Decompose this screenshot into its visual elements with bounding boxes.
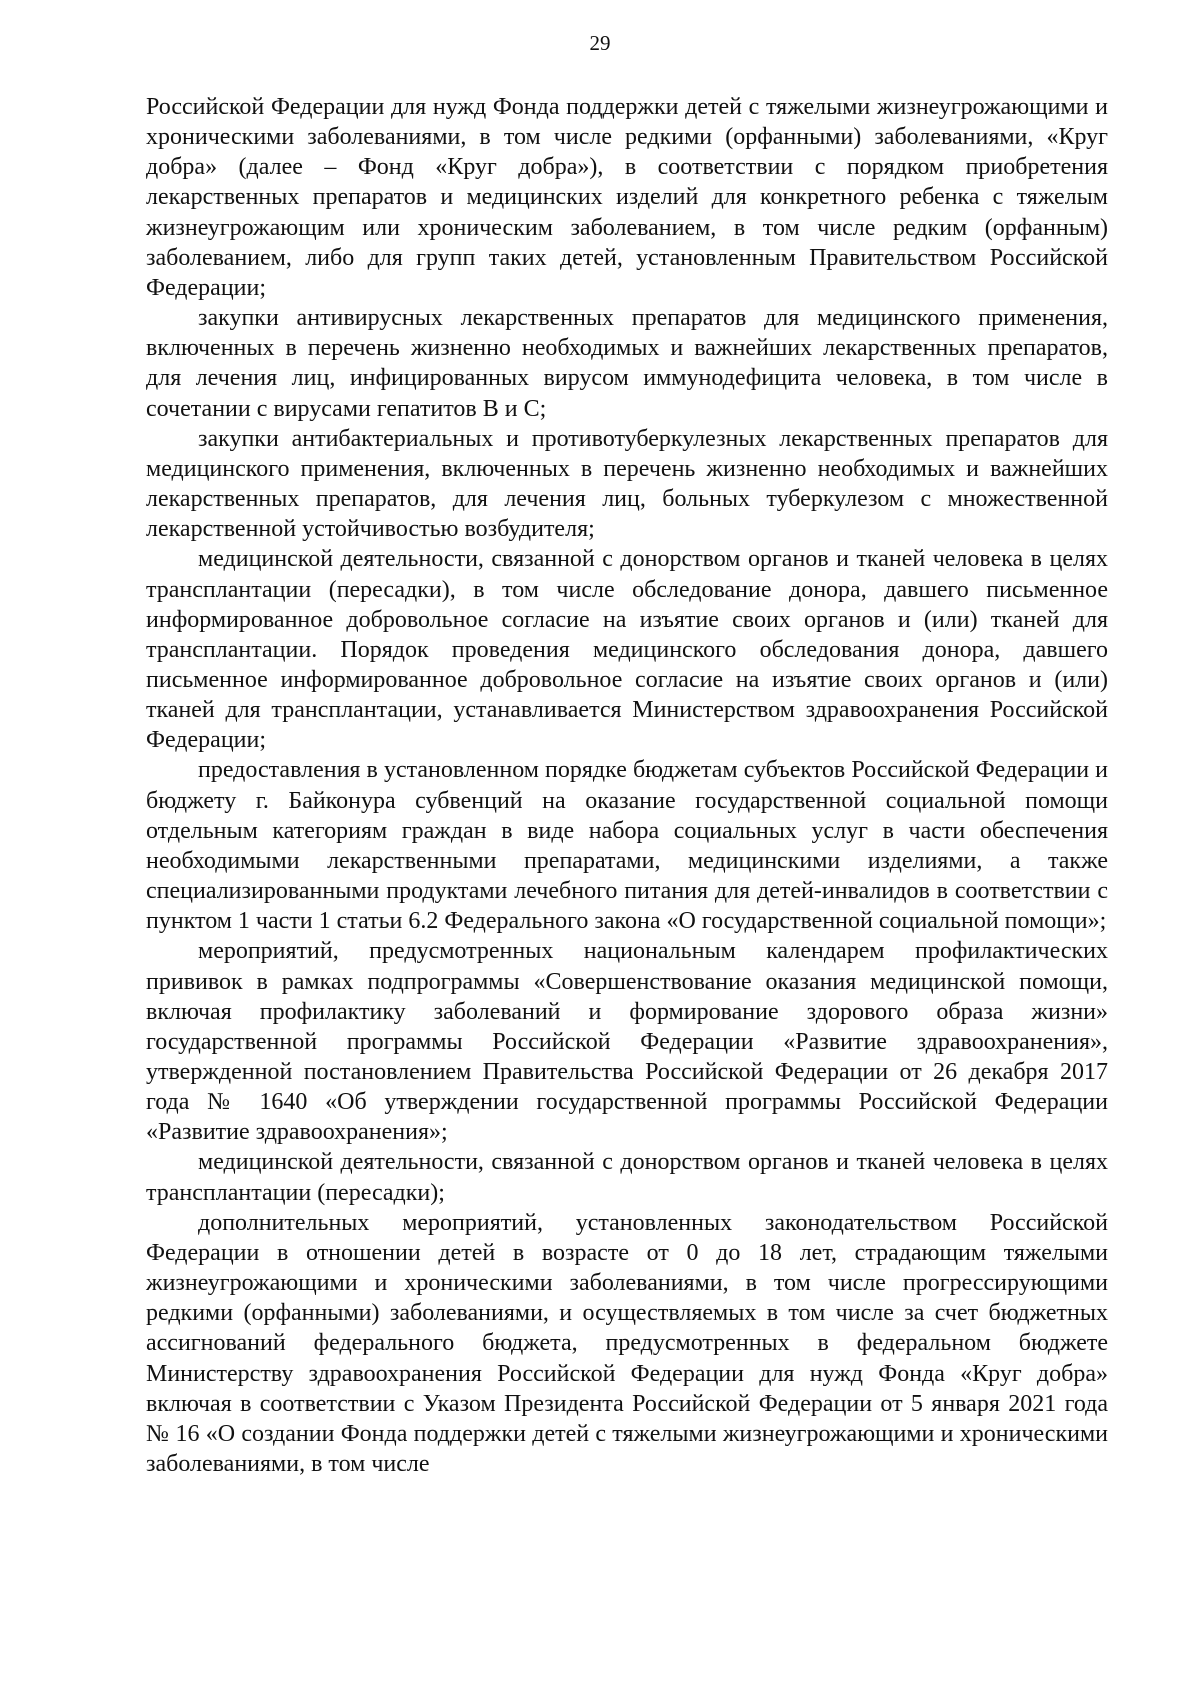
page-number: 29 <box>589 31 611 55</box>
paragraph-continuation: Российской Федерации для нужд Фонда поддержки детей с тяжелыми жизнеугрожающими и хроническими заболеваниями, в том числе редкими (орфанными) заболеваниями, «Круг добра» (далее – Фонд «Круг добра»), в соответствии с порядком приобретения лекарственных препаратов и медицинских изделий для конкретного ребенка с тяжелым жизнеугрожающим или хроническим заболеванием, в том числе редким (орфанным) заболеванием, либо для групп таких детей, установленным Правительством Российской Федерации; <box>146 94 1108 301</box>
paragraph-antiviral-purchases: закупки антивирусных лекарственных препаратов для медицинского применения, включенных в перечень жизненно необходимых и важнейших лекарственных препаратов, для лечения лиц, инфицированных вирусом иммунодефицита человека, в том числе в сочетании с вирусами гепатитов B и C; <box>146 305 1108 422</box>
paragraph-antibacterial-purchases: закупки антибактериальных и противотуберкулезных лекарственных препаратов для медицинского применения, включенных в перечень жизненно необходимых и важнейших лекарственных препаратов, для лечения лиц, больных туберкулезом с множественной лекарственной устойчивостью возбудителя; <box>146 425 1108 543</box>
paragraph-organ-donation: медицинской деятельности, связанной с донорством органов и тканей человека в целях трансплантации (пересадки); <box>146 1149 1108 1206</box>
paragraph-additional-measures: дополнительных мероприятий, установленных законодательством Российской Федерации в отношении детей в возрасте от 0 до 18 лет, страдающим тяжелыми жизнеугрожающими и хроническими заболеваниями, в том числе прогрессирующими редкими (орфанными) заболеваниями, и осуществляемых в том числе за счет бюджетных ассигнований федерального бюджета, предусмотренных в федеральном бюджете Министерству здравоохранения Российской Федерации для нужд Фонда «Круг добра» включая в соответствии с Указом Президента Российской Федерации от 5 января 2021 года № 16 «О создании Фонда поддержки детей с тяжелыми жизнеугрожающими и хроническими заболеваниями, в том числе <box>146 1209 1108 1478</box>
paragraph-subventions: предоставления в установленном порядке бюджетам субъектов Российской Федерации и бюджету г. Байконура субвенций на оказание государственной социальной помощи отдельным категориям граждан в виде набора социальных услуг в части обеспечения необходимыми лекарственными препаратами, медицинскими изделиями, а также специализированными продуктами лечебного питания для детей-инвалидов в соответствии с пунктом 1 части 1 статьи 6.2 Федерального закона «О государственной социальной помощи»; <box>146 757 1108 935</box>
paragraph-organ-donation-examination: медицинской деятельности, связанной с донорством органов и тканей человека в целях трансплантации (пересадки), в том числе обследование донора, давшего письменное информированное добровольное согласие на изъятие своих органов и (или) тканей для трансплантации. Порядок проведения медицинского обследования донора, давшего письменное информированное добровольное согласие на изъятие своих органов и (или) тканей для трансплантации, устанавливается Министерством здравоохранения Российской Федерации; <box>146 546 1108 754</box>
paragraph-vaccination-calendar: мероприятий, предусмотренных национальным календарем профилактических прививок в рамках подпрограммы «Совершенствование оказания медицинской помощи, включая профилактику заболеваний и формирование здорового образа жизни» государственной программы Российской Федерации «Развитие здравоохранения», утвержденной постановлением Правительства Российской Федерации от 26 декабря 2017 года № 1640 «Об утверждении государственной программы Российской Федерации «Развитие здравоохранения»; <box>146 938 1108 1146</box>
body-text <box>146 92 1108 1479</box>
